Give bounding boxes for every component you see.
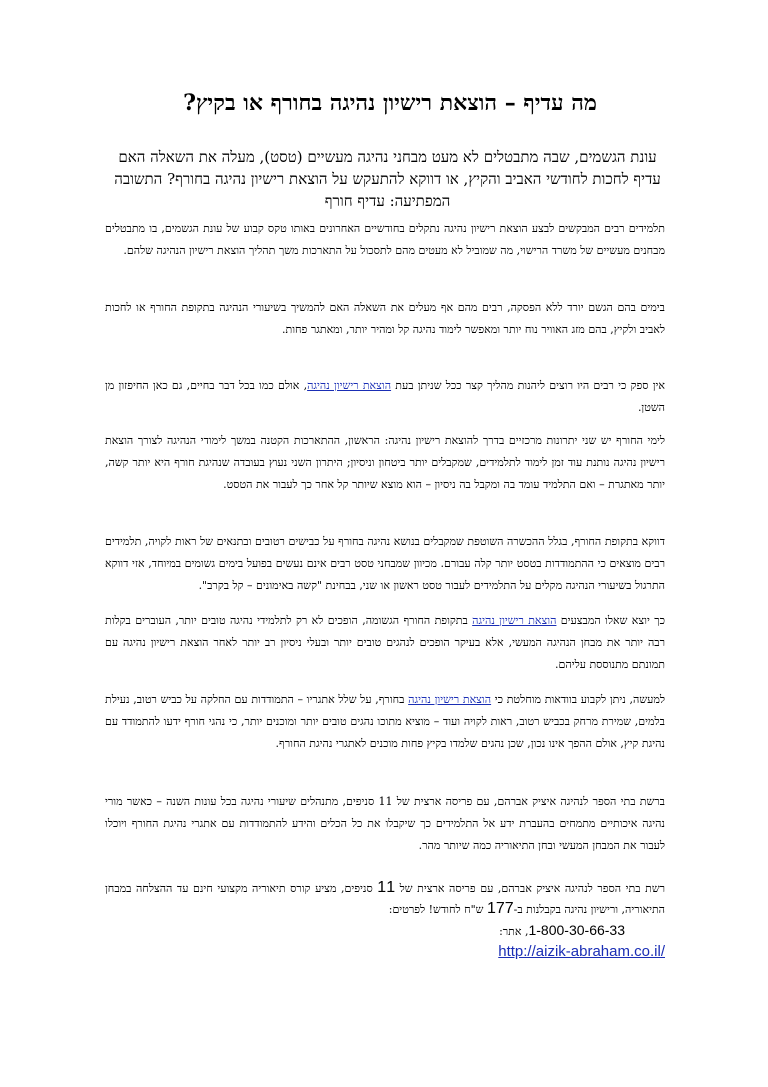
license-link-3[interactable]: הוצאת רישיון נהיגה bbox=[408, 693, 492, 706]
paragraph-8: ברשת בתי הספר לנהיגה איציק אברהם, עם פריסה ארצית של 11 סניפים, מתנהלים שיעורי נהיגה בכל עונות השנה – כאשר מורי נהיגה איכותיים מתמחים בהעברת ידע אל התלמידים כך שיקבלו את כל הכלים והידע להתמודדות עם אתגרי נהיגת החורף ויוכלו לעבור את המבחן המעשי ובחן התיאוריה כמה שיותר מהר. bbox=[105, 795, 665, 852]
paragraph-7 bbox=[105, 689, 665, 755]
ad-price: 177 bbox=[486, 900, 514, 917]
ad-phone: 1-800-30-66-33 bbox=[528, 922, 625, 938]
paragraph-3-text-before: אין ספק כי רבים היו רוצים ליהנות מהליך קצר ככל שניתן בעת bbox=[391, 379, 665, 392]
ad-block bbox=[105, 878, 665, 963]
paragraph-3-text-after: , אולם כמו בכל דבר בחיים, גם כאן החיפזון מן השטן. bbox=[105, 379, 665, 414]
ad-text-part-3: ש"ח לחודש! לפרטים: bbox=[388, 903, 487, 916]
paragraph-1: תלמידים רבים המבקשים לבצע הוצאת רישיון נהיגה נתקלים בחודשיים האחרונים באותו טקס קבוע של עונת הגשמים, בו מתבטלים מבחנים מעשיים של משרד הרישוי, מה שמוביל לא מעטים מהם לתסכול על התארכות משך תהליך הוצאת רישיון הנהיגה שלהם. bbox=[105, 222, 665, 257]
paragraph-5: דווקא בתקופת החורף, בגלל ההכשרה השוטפת שמקבלים בנושא נהיגה בחורף על כבישים רטובים ובתנאים של ראות לקויה, תלמידים רבים מוצאים כי ההתמודדות בטסט יותר קלה עבורם. מכיוון שמבחני טסט רבים אינם נעשים בפועל בימים גשומים במיוחד, אזי דווקא התרגול בשיעורי הנהיגה מקלים על התלמידים לעבור טסט ראשון או שני, בבחינת "קשה באימונים – קל בקרב". bbox=[105, 535, 666, 592]
ad-contact-line bbox=[105, 920, 665, 942]
ad-text-part-2: סניפים, מציע קורס תיאוריה מקצועי חינם עד ההצלחה במבחן התיאוריה, ורישיון נהיגה בקבלנות ב- bbox=[105, 882, 665, 916]
ad-site-label: , אתר: bbox=[499, 925, 529, 938]
ad-url-line bbox=[105, 942, 665, 963]
ad-branch-count: 11 bbox=[377, 879, 396, 896]
license-link-2[interactable]: הוצאת רישיון נהיגה bbox=[472, 614, 557, 627]
paragraph-6-text-before: כך יוצא שאלו המבצעים bbox=[556, 614, 665, 627]
license-link-1[interactable]: הוצאת רישיון נהיגה bbox=[307, 379, 392, 392]
paragraph-2: בימים בהם הגשם יורד ללא הפסקה, רבים מהם אף מעלים את השאלה האם להמשיך בשיעורי הנהיגה בתקופת החורף או לחכות לאביב ולקיץ, בהם מזג האוויר נוח יותר ומאפשר לימוד נהיגה קל ומהיר יותר, ומאתגר פחות. bbox=[105, 301, 665, 336]
page-title: מה עדיף – הוצאת רישיון נהיגה בחורף או בקיץ? bbox=[183, 90, 597, 116]
paragraph-7-text-after: בחורף, על שלל אתגריו – התמודדות עם החלקה על כביש רטוב, נעילת בלמים, שמירת מרחק בכביש רטוב, ראות לקויה ועוד – מוציא מתוכו נהגים טובים יותר ומוכנים יותר, כי נהגי חורף ידעו להתמודד עם נהיגת קיץ, אולם ההפך אינו נכון, שכן נהגים שלמדו בקיץ פחות מוכנים לאתגרי נהיגת החורף. bbox=[105, 693, 665, 750]
paragraph-4: לימי החורף יש שני יתרונות מרכזיים בדרך להוצאת רישיון נהיגה: הראשון, ההתארכות הקטנה במשך לימודי הנהיגה לצורך הוצאת רישיון נהיגה נותנת עוד זמן לימוד לתלמידים, שמקבלים יותר ביטחון וניסיון; היתרון השני נעוץ בעובדה שנהיגת חורף היא יותר קשה, יותר מאתגרת – ואם התלמיד עומד בה ומקבל בה ניסיון – הוא מוצא שיותר קל אחר כך לעבור את הטסט. bbox=[105, 434, 665, 491]
paragraph-3 bbox=[105, 375, 665, 419]
paragraph-6 bbox=[105, 610, 665, 676]
intro-paragraph: עונת הגשמים, שבה מתבטלים לא מעט מבחני נהיגה מעשיים (טסט), מעלה את השאלה האם עדיף לחכות לחודשי האביב והקיץ, או דווקא להתעקש על הוצאת רישיון נהיגה בחורף? התשובה המפתיעה: עדיף חורף bbox=[114, 148, 661, 210]
paragraph-7-text-before: למעשה, ניתן לקבוע בוודאות מוחלטת כי bbox=[491, 693, 665, 706]
paragraph-6-text-after: בתקופת החורף הגשומה, הופכים לא רק לתלמידי נהיגה טובים יותר, העוברים בקלות רבה יותר את מבחן הנהיגה המעשי, אלא בעיקר הופכים לנהגים טובים יותר ובעלי ניסיון רב יותר לאחר הוצאת רישיון נהיגה עם תמונתם מתנוססת עליהם. bbox=[105, 614, 665, 671]
ad-text-part-1: רשת בתי הספר לנהיגה איציק אברהם, עם פריסה ארצית של bbox=[395, 882, 666, 895]
website-link[interactable]: http://aizik-abraham.co.il/ bbox=[498, 943, 665, 960]
